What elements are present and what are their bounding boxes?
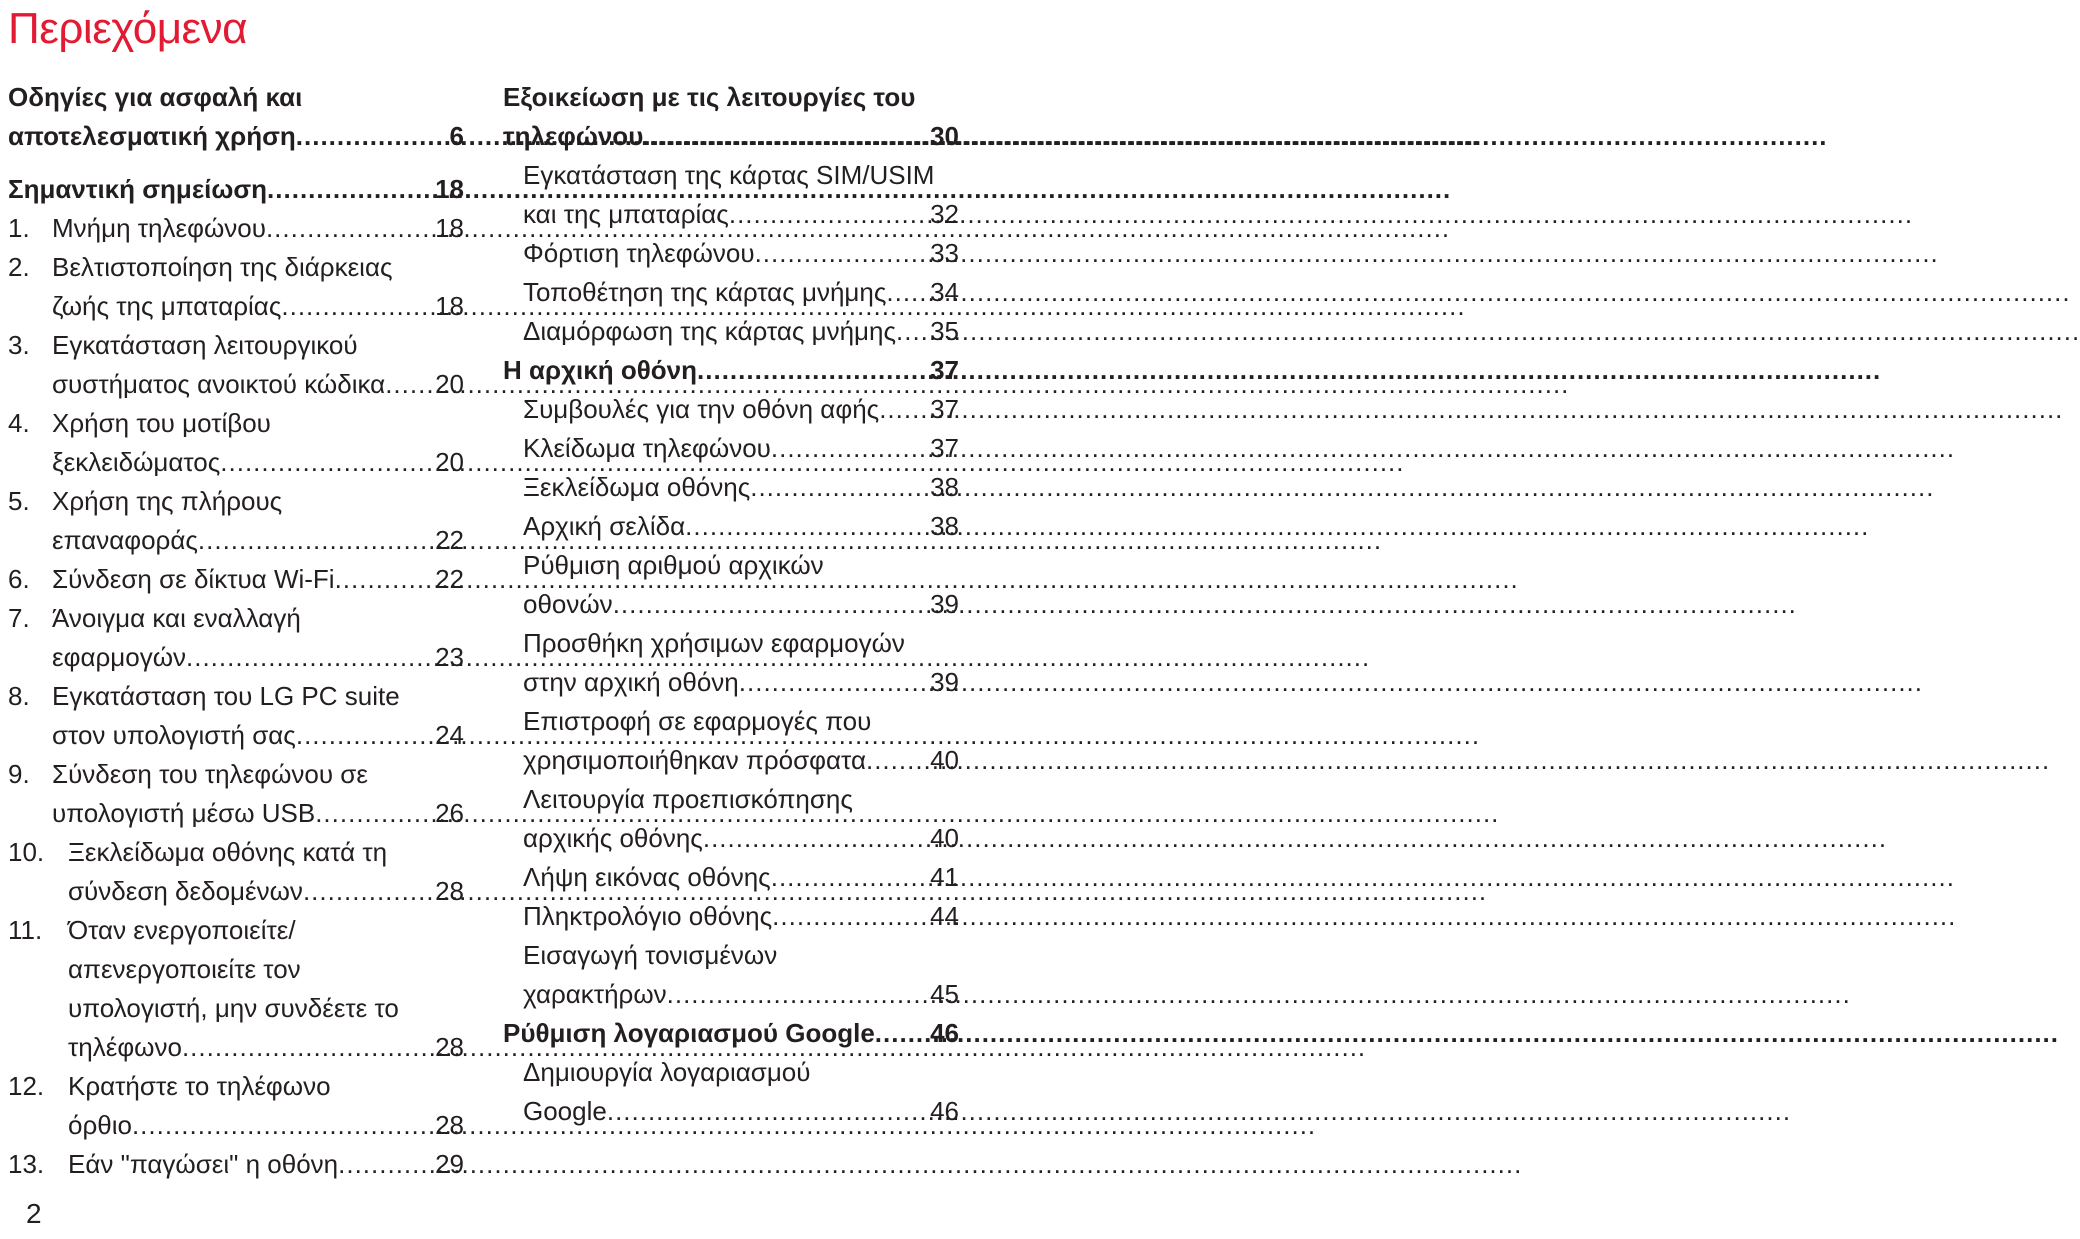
toc-page-number: 26 [435, 798, 464, 828]
toc-page-number: 18 [435, 174, 464, 204]
toc-page-number: 41 [930, 862, 959, 892]
toc-leader-dots [335, 560, 436, 599]
toc-leader-dots [772, 897, 930, 936]
toc-entry[interactable] [503, 468, 959, 507]
toc-entry[interactable] [503, 897, 959, 936]
toc-leader-dots [896, 312, 930, 351]
toc-entry [8, 677, 464, 716]
toc-entry[interactable] [8, 560, 464, 599]
toc-page-number: 37 [930, 355, 959, 385]
toc-entry-text: Προσθήκη χρήσιμων εφαρμογών [523, 628, 905, 658]
toc-entry[interactable] [503, 312, 959, 351]
toc-section-line: Οδηγίες για ασφαλή και [8, 82, 303, 112]
toc-entry [8, 599, 464, 638]
toc-section-heading[interactable] [8, 170, 464, 209]
toc-entry[interactable] [8, 1028, 464, 1067]
toc-item-list [8, 209, 464, 1184]
toc-entry [8, 404, 464, 443]
toc-entry[interactable] [8, 443, 464, 482]
toc-entry-text: Χρήση της πλήρους [52, 486, 283, 516]
toc-entry-text: ξεκλειδώματος [52, 447, 221, 477]
toc-page-number: 35 [930, 316, 959, 346]
toc-leader-dots [607, 1092, 930, 1131]
toc-entry-text: Βελτιστοποίηση της διάρκειας [52, 252, 393, 282]
toc-entry-text: Εγκατάσταση λειτουργικού [52, 330, 358, 360]
toc-page-number: 6 [449, 121, 464, 151]
toc-leader-dots [186, 638, 435, 677]
toc-section-heading[interactable] [503, 351, 959, 390]
toc-section-heading[interactable] [503, 1014, 959, 1053]
toc-leader-dots [338, 1145, 435, 1184]
toc-page-number: 44 [930, 901, 959, 931]
toc-entry-number: 12. [8, 1071, 45, 1101]
toc-leader-dots [771, 858, 930, 897]
toc-entry-text: απενεργοποιείτε τον [68, 954, 301, 984]
toc-entry [8, 911, 464, 950]
toc-entry-number: 8. [8, 681, 30, 711]
toc-entry-text: Κρατήστε το τηλέφωνο [68, 1071, 331, 1101]
toc-entry [8, 482, 464, 521]
toc-entry-number: 9. [8, 759, 30, 789]
toc-entry [8, 755, 464, 794]
toc-leader-dots [266, 209, 435, 248]
toc-section-line: Η αρχική οθόνη [503, 355, 698, 385]
toc-page-number: 39 [930, 589, 959, 619]
toc-entry[interactable] [503, 273, 959, 312]
toc-leader-dots [220, 443, 435, 482]
toc-leader-dots [697, 351, 930, 390]
toc-entry-number: 10. [8, 837, 45, 867]
toc-page-number: 40 [930, 745, 959, 775]
toc-section-line: Ρύθμιση λογαριασμού Google [503, 1018, 875, 1048]
toc-section-line: τηλεφώνου [503, 121, 644, 151]
toc-page-number: 20 [435, 369, 464, 399]
toc-entry-text: εφαρμογών [52, 642, 187, 672]
toc-entry-text: Ξεκλείδωμα οθόνης κατά τη [68, 837, 388, 867]
toc-entry-text: συστήματος ανοικτού κώδικα [52, 369, 386, 399]
toc-leader-dots [667, 975, 930, 1014]
toc-entry-text: Σύνδεση σε δίκτυα Wi-Fi [52, 564, 335, 594]
toc-entry-number: 4. [8, 408, 30, 438]
toc-leader-dots [886, 273, 930, 312]
toc-entry-text: στην αρχική οθόνη [523, 667, 739, 697]
toc-entry[interactable] [503, 975, 959, 1014]
toc-item-list [503, 156, 959, 351]
toc-entry [503, 1053, 959, 1092]
toc-page-number: 28 [435, 1032, 464, 1062]
toc-item-list [503, 1053, 959, 1131]
toc-entry[interactable] [8, 716, 464, 755]
toc-entry [503, 780, 959, 819]
toc-page-number: 37 [930, 394, 959, 424]
toc-entry-number: 1. [8, 213, 30, 243]
toc-page-number: 24 [435, 720, 464, 750]
toc-entry [503, 624, 959, 663]
toc-leader-dots [879, 390, 930, 429]
toc-entry[interactable] [503, 234, 959, 273]
toc-entry-text: Google [523, 1096, 607, 1126]
toc-entry[interactable] [503, 741, 959, 780]
toc-entry-text: Εάν "παγώσει" η οθόνη [68, 1149, 339, 1179]
toc-page-number: 34 [930, 277, 959, 307]
toc-entry-text: υπολογιστή, μην συνδέετε το [68, 993, 399, 1023]
toc-entry-number: 2. [8, 252, 30, 282]
toc-right-column [503, 78, 959, 1131]
toc-entry[interactable] [503, 390, 959, 429]
toc-entry-text: αρχικής οθόνης [523, 823, 703, 853]
toc-entry-text: Συμβουλές για την οθόνη αφής [523, 394, 880, 424]
toc-entry[interactable] [8, 794, 464, 833]
toc-entry[interactable] [8, 638, 464, 677]
toc-entry-text: Άνοιγμα και εναλλαγή [52, 603, 301, 633]
toc-entry-text: Όταν ενεργοποιείτε/ [68, 915, 296, 945]
toc-page-number: 28 [435, 876, 464, 906]
toc-leader-dots [875, 1014, 930, 1053]
toc-item-list [503, 390, 959, 1014]
toc-leader-dots [771, 429, 930, 468]
toc-page-number: 33 [930, 238, 959, 268]
toc-entry-text: Λήψη εικόνας οθόνης [523, 862, 771, 892]
toc-entry-text: Εγκατάσταση της κάρτας SIM/USIM [523, 160, 935, 190]
toc-leader-dots [296, 117, 450, 156]
toc-leader-dots [267, 170, 435, 209]
toc-entry-text: Κλείδωμα τηλεφώνου [523, 433, 771, 463]
toc-section-heading[interactable] [503, 117, 959, 156]
toc-entry [8, 1067, 464, 1106]
toc-entry-text: Επιστροφή σε εφαρμογές που [523, 706, 872, 736]
toc-entry[interactable] [503, 429, 959, 468]
toc-entry-text: Δημιουργία λογαριασμού [523, 1057, 811, 1087]
toc-entry-text: Ρύθμιση αριθμού αρχικών [523, 550, 824, 580]
toc-entry[interactable] [503, 195, 959, 234]
toc-page-number: 37 [930, 433, 959, 463]
toc-leader-dots [685, 507, 930, 546]
toc-section-line: Σημαντική σημείωση [8, 174, 268, 204]
toc-entry-text: Διαμόρφωση της κάρτας μνήμης [523, 316, 897, 346]
toc-page-number: 32 [930, 199, 959, 229]
toc-entry-text: Φόρτιση τηλεφώνου [523, 238, 755, 268]
page-title: Περιεχόμενα [8, 4, 248, 53]
toc-entry-text: στον υπολογιστή σας [52, 720, 296, 750]
toc-leader-dots [296, 716, 435, 755]
toc-entry-text: επαναφοράς [52, 525, 198, 555]
toc-entry-text: Χρήση του μοτίβου [52, 408, 271, 438]
toc-entry [8, 326, 464, 365]
toc-section-heading[interactable] [8, 117, 464, 156]
toc-entry-text: ζωής της μπαταρίας [52, 291, 282, 321]
toc-entry-text: χρησιμοποιήθηκαν πρόσφατα [523, 745, 866, 775]
toc-entry-text: Σύνδεση του τηλεφώνου σε [52, 759, 368, 789]
page-number: 2 [26, 1198, 42, 1229]
toc-leader-dots [750, 468, 930, 507]
toc-section-heading [8, 78, 464, 117]
toc-entry[interactable] [8, 365, 464, 404]
toc-leader-dots [866, 741, 930, 780]
toc-section-line: Εξοικείωση με τις λειτουργίες του [503, 82, 916, 112]
toc-page-number: 28 [435, 1110, 464, 1140]
toc-leader-dots [613, 585, 930, 624]
toc-entry-text: Πληκτρολόγιο οθόνης [523, 901, 773, 931]
toc-page-number: 38 [930, 472, 959, 502]
toc-page-number: 39 [930, 667, 959, 697]
toc-entry-text: Εγκατάσταση του LG PC suite [52, 681, 400, 711]
toc-entry-text: Εισαγωγή τονισμένων [523, 940, 778, 970]
toc-leader-dots [385, 365, 435, 404]
toc-entry-number: 5. [8, 486, 30, 516]
toc-entry-text: σύνδεση δεδομένων [68, 876, 303, 906]
toc-entry [503, 702, 959, 741]
toc-entry [503, 936, 959, 975]
toc-entry-text: Ξεκλείδωμα οθόνης [523, 472, 751, 502]
toc-entry[interactable] [8, 1106, 464, 1145]
toc-entry[interactable] [503, 819, 959, 858]
toc-page-number: 22 [435, 525, 464, 555]
toc-entry-text: οθονών [523, 589, 613, 619]
toc-page-number: 40 [930, 823, 959, 853]
toc-section-line: αποτελεσματική χρήση [8, 121, 296, 151]
toc-entry [8, 248, 464, 287]
toc-entry-text: υπολογιστή μέσω USB [52, 798, 316, 828]
toc-entry [8, 833, 464, 872]
toc-section-heading [503, 78, 959, 117]
toc-leader-dots [303, 872, 435, 911]
toc-entry-number: 7. [8, 603, 30, 633]
toc-leader-dots [755, 234, 931, 273]
toc-page-number: 46 [930, 1018, 959, 1048]
toc-leader-dots [729, 195, 930, 234]
toc-entry-text: Αρχική σελίδα [523, 511, 686, 541]
toc-entry [503, 546, 959, 585]
toc-page-number: 38 [930, 511, 959, 541]
toc-page-number: 20 [435, 447, 464, 477]
toc-leader-dots [198, 521, 435, 560]
toc-entry[interactable] [503, 585, 959, 624]
toc-entry[interactable] [8, 521, 464, 560]
toc-page-number: 18 [435, 291, 464, 321]
toc-left-column [8, 78, 464, 1184]
toc-entry-text: τηλέφωνο [68, 1032, 182, 1062]
toc-entry-text: και της μπαταρίας [523, 199, 729, 229]
toc-entry-text: όρθιο [68, 1110, 132, 1140]
toc-page-number: 23 [435, 642, 464, 672]
toc-entry-text: Μνήμη τηλεφώνου [52, 213, 266, 243]
toc-page-number: 30 [930, 121, 959, 151]
toc-page-number: 29 [435, 1149, 464, 1179]
toc-entry[interactable] [503, 858, 959, 897]
toc-entry-text: Λειτουργία προεπισκόπησης [523, 784, 853, 814]
toc-leader-dots [739, 663, 930, 702]
toc-entry [8, 950, 464, 989]
toc-entry[interactable] [503, 507, 959, 546]
toc-page-number: 46 [930, 1096, 959, 1126]
toc-leader-dots [643, 117, 930, 156]
toc-entry-text: Τοποθέτηση της κάρτας μνήμης [523, 277, 887, 307]
toc-entry [503, 156, 959, 195]
toc-entry-number: 3. [8, 330, 30, 360]
toc-leader-dots [281, 287, 435, 326]
toc-entry[interactable] [503, 663, 959, 702]
toc-entry [8, 989, 464, 1028]
toc-entry-text: χαρακτήρων [523, 979, 667, 1009]
toc-page-number: 18 [435, 213, 464, 243]
toc-entry[interactable] [8, 1145, 464, 1184]
toc-entry-number: 13. [8, 1149, 45, 1179]
toc-leader-dots [315, 794, 435, 833]
toc-leader-dots [703, 819, 930, 858]
toc-leader-dots [132, 1106, 435, 1145]
toc-entry[interactable] [8, 209, 464, 248]
toc-entry[interactable] [8, 287, 464, 326]
toc-leader-dots [182, 1028, 435, 1067]
toc-page-number: 22 [435, 564, 464, 594]
toc-entry-number: 11. [8, 915, 43, 945]
toc-entry-number: 6. [8, 564, 30, 594]
toc-entry[interactable] [8, 872, 464, 911]
toc-entry[interactable] [503, 1092, 959, 1131]
toc-page-number: 45 [930, 979, 959, 1009]
